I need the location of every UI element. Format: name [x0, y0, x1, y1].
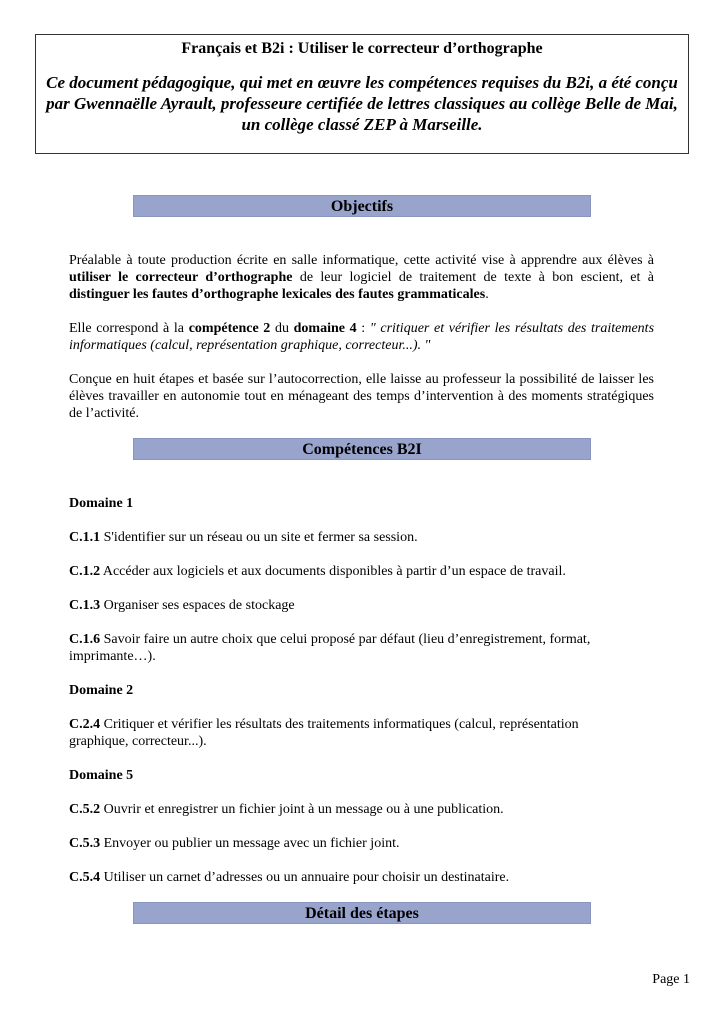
competence-code: C.5.2 [69, 802, 101, 817]
competence-item [69, 529, 654, 546]
section-header-etapes: Détail des étapes [133, 902, 591, 924]
text-run: . [485, 287, 489, 302]
bold-text: compétence 2 [188, 321, 271, 336]
competence-text: Utiliser un carnet d’adresses ou un annuaire pour choisir un destinataire. [100, 870, 510, 885]
domain-label: Domaine 2 [69, 683, 134, 698]
competence-text: Critiquer et vérifier les résultats des traitements informatiques (calcul, représentation graphique, correcteur...). [69, 717, 579, 749]
competence-item [69, 835, 654, 852]
objectifs-paragraph-1 [69, 252, 654, 303]
competence-item [69, 869, 654, 886]
competence-code: C.1.3 [69, 598, 101, 613]
page-number: Page 1 [652, 972, 690, 987]
domain-heading [69, 495, 654, 512]
competence-text: Savoir faire un autre choix que celui proposé par défaut (lieu d’enregistrement, format, imprimante…). [69, 632, 591, 664]
domain-heading [69, 767, 654, 784]
text-run: de leur logiciel de traitement de texte à bon escient, et à [292, 270, 654, 285]
bold-text: domaine 4 [293, 321, 357, 336]
title-box [35, 34, 689, 154]
text-run: Elle correspond à la [69, 321, 189, 336]
objectifs-paragraph-3: Conçue en huit étapes et basée sur l’autocorrection, elle laisse au professeur la possibilité de laisser les élèves travailler en autonomie tout en ménageant des temps d’intervention à des moments stratégiques de l’activité. [69, 372, 654, 421]
competence-item [69, 597, 654, 614]
competence-text: Ouvrir et enregistrer un fichier joint à un message ou à une publication. [100, 802, 504, 817]
section-header-objectifs: Objectifs [133, 195, 591, 217]
section-header-competences: Compétences B2I [133, 438, 591, 460]
domain-heading [69, 682, 654, 699]
competence-text: Organiser ses espaces de stockage [100, 598, 295, 613]
text-run: Préalable à toute production écrite en salle informatique, cette activité vise à apprendre aux élèves à [69, 253, 654, 268]
italic-quote: " critiquer et vérifier les résultats des traitements informatiques (calcul, représentation graphique, correcteur...). " [69, 321, 655, 353]
competence-item [69, 563, 654, 580]
objectifs-paragraph-2 [69, 320, 654, 354]
bold-text: distinguer les fautes d’orthographe lexicales des fautes grammaticales [69, 287, 486, 302]
competence-item [69, 801, 654, 818]
competence-item [69, 631, 629, 665]
competence-code: C.1.6 [69, 632, 101, 647]
competence-code: C.1.2 [69, 564, 101, 579]
competence-code: C.5.3 [69, 836, 101, 851]
competence-code: C.5.4 [69, 870, 101, 885]
domain-label: Domaine 5 [69, 768, 134, 783]
competence-text: S'identifier sur un réseau ou un site et fermer sa session. [100, 530, 418, 545]
document-title: Français et B2i : Utiliser le correcteur d’orthographe [181, 40, 543, 57]
competence-code: C.2.4 [69, 717, 101, 732]
text-run: : [356, 321, 370, 336]
text-run: du [270, 321, 294, 336]
competence-item [69, 716, 629, 750]
domain-label: Domaine 1 [69, 496, 134, 511]
bold-text: utiliser le correcteur d’orthographe [69, 270, 293, 285]
document-subtitle: Ce document pédagogique, qui met en œuvre les compétences requises du B2i, a été conçu par Gwennaëlle Ayrault, professeure certifiée de lettres classiques au collège Belle de Mai, un collège classé ZEP à Marseille. [46, 73, 678, 134]
competence-text: Accéder aux logiciels et aux documents disponibles à partir d’un espace de travail. [100, 564, 566, 579]
competence-text: Envoyer ou publier un message avec un fichier joint. [100, 836, 400, 851]
competence-code: C.1.1 [69, 530, 101, 545]
